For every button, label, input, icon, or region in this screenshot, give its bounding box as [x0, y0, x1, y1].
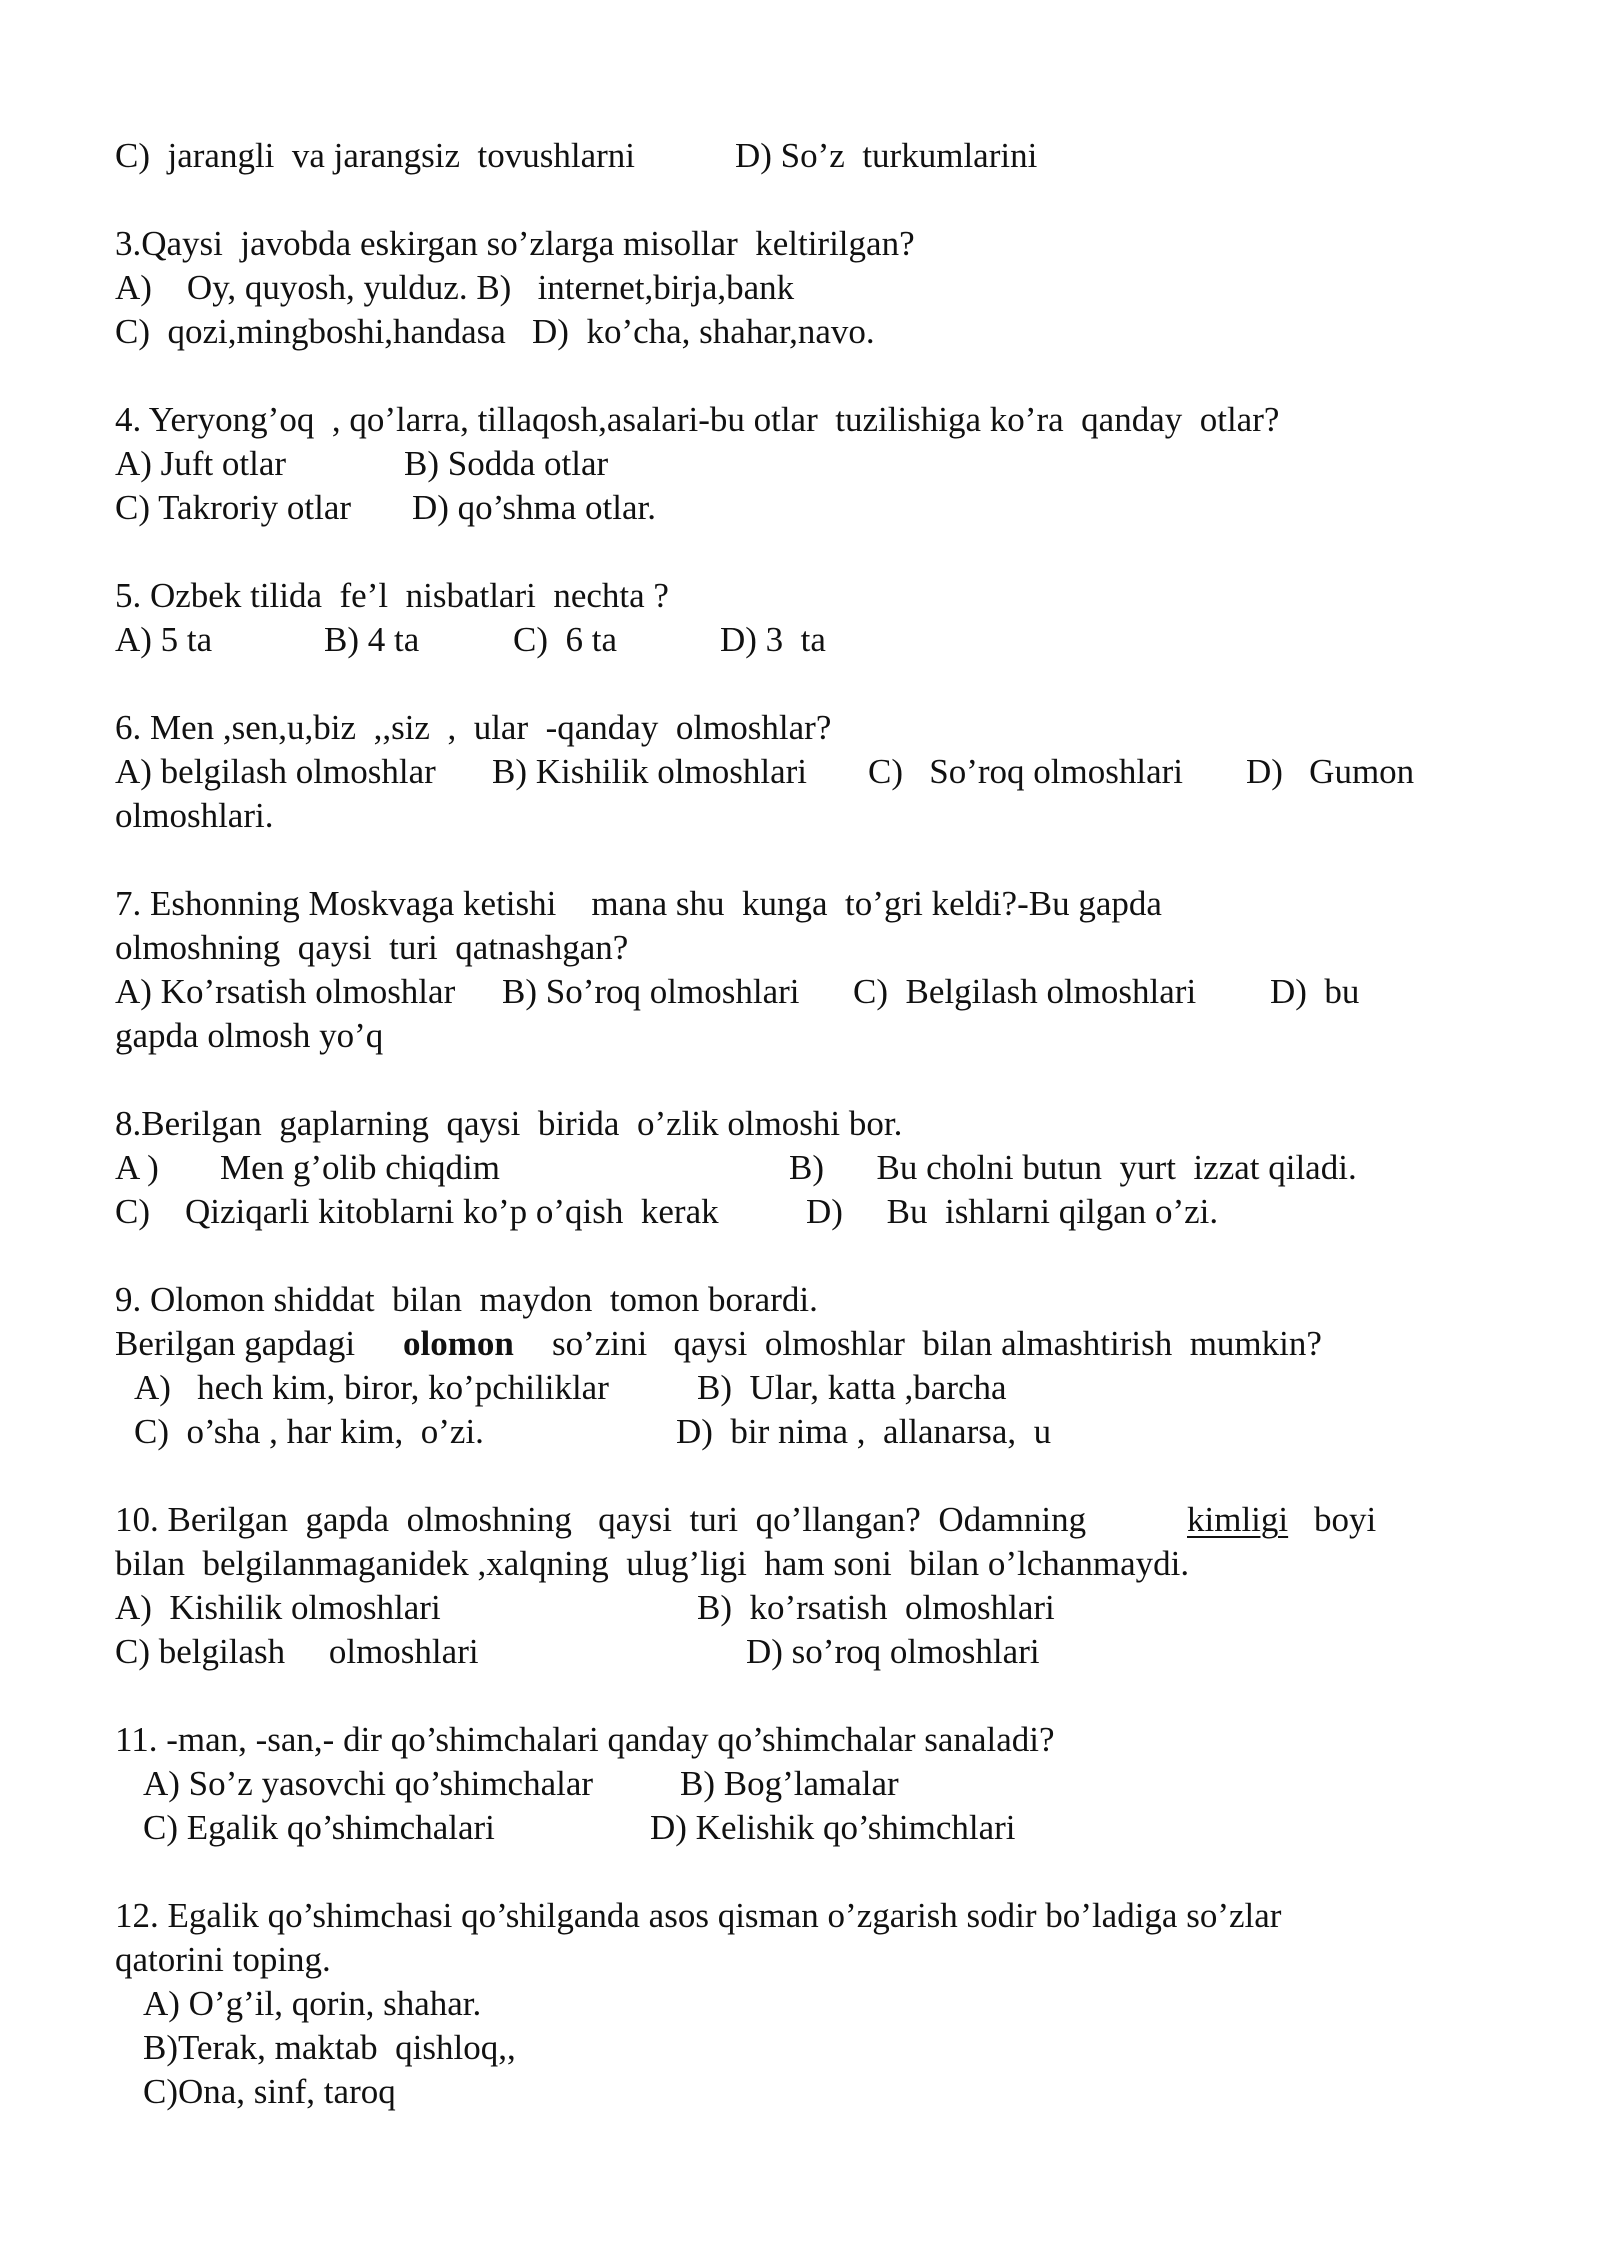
- q12-question-line1: 12. Egalik qo’shimchasi qo’shilganda asos qisman o’zgarish sodir bo’ladiga so’zlar: [115, 1896, 1282, 1935]
- q6-option-a: A) belgilash olmoshlar: [115, 752, 436, 791]
- q7-question-line2: olmoshning qaysi turi qatnashgan?: [115, 928, 629, 967]
- q10-question-line1-pre: 10. Berilgan gapda olmoshning qaysi turi qo’llangan? Odamning: [115, 1500, 1087, 1539]
- q6-option-d-continued: olmoshlari.: [115, 796, 274, 835]
- q10-option-d: D) so’roq olmoshlari: [746, 1632, 1040, 1671]
- q9-option-b: B) Ular, katta ,barcha: [697, 1368, 1007, 1407]
- q10-question-underlined-word: kimligi: [1187, 1500, 1289, 1539]
- q10-question-line1-post: boyi: [1314, 1500, 1377, 1539]
- q10-option-b: B) ko’rsatish olmoshlari: [697, 1588, 1055, 1627]
- q6-option-d: D) Gumon: [1246, 752, 1415, 791]
- q4-option-c: C) Takroriy otlar: [115, 488, 352, 527]
- q9-question-line2-post: so’zini qaysi olmoshlar bilan almashtirish mumkin?: [552, 1324, 1322, 1363]
- q12-option-a: A) O’g’il, qorin, shahar.: [143, 1984, 482, 2023]
- q10-option-a: A) Kishilik olmoshlari: [115, 1588, 441, 1627]
- q8-option-c: C) Qiziqarli kitoblarni ko’p o’qish kerak: [115, 1192, 719, 1231]
- q11-option-c: C) Egalik qo’shimchalari: [143, 1808, 495, 1847]
- q12-question-line2: qatorini toping.: [115, 1940, 331, 1979]
- q7-option-c: C) Belgilash olmoshlari: [853, 972, 1197, 1011]
- q3-options-ab: A) Oy, quyosh, yulduz. B) internet,birja,bank: [115, 268, 795, 307]
- q9-question-line1: 9. Olomon shiddat bilan maydon tomon borardi.: [115, 1280, 818, 1319]
- q3-question: 3.Qaysi javobda eskirgan so’zlarga misollar keltirilgan?: [115, 224, 915, 263]
- q8-option-d: D) Bu ishlarni qilgan o’zi.: [806, 1192, 1219, 1231]
- q7-question-line1: 7. Eshonning Moskvaga ketishi mana shu kunga to’gri keldi?-Bu gapda: [115, 884, 1162, 923]
- q9-option-c: C) o’sha , har kim, o’zi.: [134, 1412, 484, 1451]
- q5-option-c: C) 6 ta: [513, 620, 618, 659]
- q5-option-b: B) 4 ta: [324, 620, 420, 659]
- q12-option-b: B)Terak, maktab qishloq,,: [143, 2028, 516, 2067]
- q7-option-d-continued: gapda olmosh yo’q: [115, 1016, 384, 1055]
- q11-question: 11. -man, -san,- dir qo’shimchalari qanday qo’shimchalar sanaladi?: [115, 1720, 1055, 1759]
- q7-option-a: A) Ko’rsatish olmoshlar: [115, 972, 456, 1011]
- q5-option-a: A) 5 ta: [115, 620, 213, 659]
- q10-option-c: C) belgilash olmoshlari: [115, 1632, 479, 1671]
- q10-question-line2: bilan belgilanmaganidek ,xalqning ulug’ligi ham soni bilan o’lchanmaydi.: [115, 1544, 1190, 1583]
- q11-option-b: B) Bog’lamalar: [680, 1764, 899, 1803]
- q6-question: 6. Men ,sen,u,biz ,,siz , ular -qanday olmoshlar?: [115, 708, 832, 747]
- q3-options-cd: C) qozi,mingboshi,handasa D) ko’cha, shahar,navo.: [115, 312, 875, 351]
- q7-option-b: B) So’roq olmoshlari: [502, 972, 800, 1011]
- q8-option-a: A ) Men g’olib chiqdim: [115, 1148, 500, 1187]
- q12-option-c: C)Ona, sinf, taroq: [143, 2072, 396, 2111]
- q8-question: 8.Berilgan gaplarning qaysi birida o’zlik olmoshi bor.: [115, 1104, 903, 1143]
- q4-question: 4. Yeryong’oq , qo’larra, tillaqosh,asalari-bu otlar tuzilishiga ko’ra qanday otlar?: [115, 400, 1280, 439]
- q4-option-d: D) qo’shma otlar.: [412, 488, 656, 527]
- q9-option-a: A) hech kim, biror, ko’pchiliklar: [134, 1368, 609, 1407]
- q6-option-c: C) So’roq olmoshlari: [868, 752, 1183, 791]
- q5-option-d: D) 3 ta: [720, 620, 826, 659]
- q2-option-c: C) jarangli va jarangsiz tovushlarni: [115, 136, 635, 175]
- q11-option-d: D) Kelishik qo’shimchlari: [650, 1808, 1016, 1847]
- q4-option-b: B) Sodda otlar: [404, 444, 609, 483]
- q2-option-d: D) So’z turkumlarini: [735, 136, 1038, 175]
- q6-option-b: B) Kishilik olmoshlari: [492, 752, 807, 791]
- q7-option-d: D) bu: [1270, 972, 1360, 1011]
- q9-option-d: D) bir nima , allanarsa, u: [676, 1412, 1052, 1451]
- q9-question-line2-pre: Berilgan gapdagi: [115, 1324, 356, 1363]
- q4-option-a: A) Juft otlar: [115, 444, 287, 483]
- q9-question-bold-word: olomon: [403, 1324, 514, 1363]
- q11-option-a: A) So’z yasovchi qo’shimchalar: [143, 1764, 594, 1803]
- q5-question: 5. Ozbek tilida fe’l nisbatlari nechta ?: [115, 576, 669, 615]
- q8-option-b: B) Bu cholni butun yurt izzat qiladi.: [789, 1148, 1357, 1187]
